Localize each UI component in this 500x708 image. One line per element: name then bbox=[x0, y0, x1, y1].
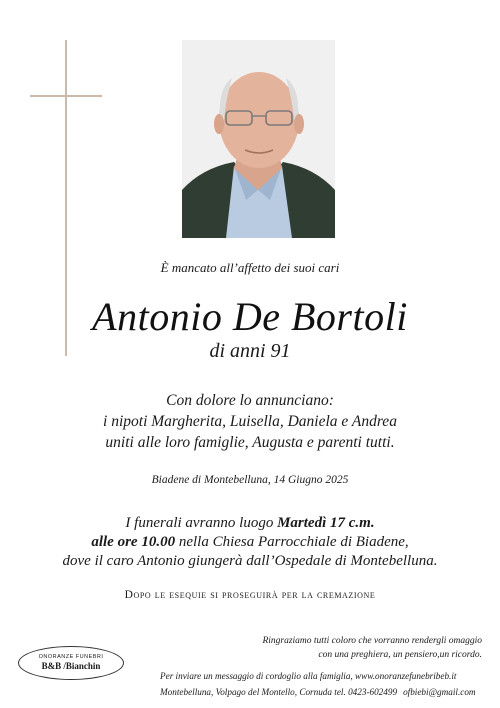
cremation-note: Dopo le esequie si proseguirà per la cremazione bbox=[124, 589, 376, 601]
thanks-line: con una preghiera, un pensiero,un ricordo. bbox=[318, 650, 482, 660]
condolence-website-line: Per inviare un messaggio di cordoglio alla famiglia, www.onoranzefunebribeb.it bbox=[160, 671, 457, 681]
logo-subtitle: ONORANZE FUNEBRI bbox=[38, 654, 104, 660]
announcement-line: uniti alle loro famiglie, Augusta e parenti tutti. bbox=[105, 434, 395, 451]
cross-horizontal-bar bbox=[30, 95, 102, 97]
intro-text: È mancato all’affetto dei suoi cari bbox=[160, 260, 340, 275]
address-line bbox=[160, 684, 476, 700]
announcement-block bbox=[0, 390, 500, 453]
deceased-age: di anni 91 bbox=[209, 340, 291, 362]
thanks-note bbox=[262, 634, 482, 662]
announcement-line: i nipoti Margherita, Luisella, Daniela e Andrea bbox=[103, 413, 397, 430]
place-date: Biadene di Montebelluna, 14 Giugno 2025 bbox=[151, 474, 349, 486]
contact-info bbox=[160, 668, 476, 700]
funeral-time: alle ore 10.00 bbox=[91, 534, 176, 550]
funeral-line bbox=[0, 514, 500, 533]
thanks-line: Ringraziamo tutti coloro che vorranno rendergli omaggio bbox=[262, 636, 482, 646]
portrait-photo bbox=[182, 40, 335, 238]
address-phone: Montebelluna, Volpago del Montello, Cornuda tel. 0423-602499 bbox=[160, 687, 398, 697]
funeral-line: dove il caro Antonio giungerà dall’Ospedale di Montebelluna. bbox=[62, 553, 438, 569]
email-address: ofbiebi@gmail.com bbox=[403, 687, 476, 697]
funeral-line-text: nella Chiesa Parrocchiale di Biadene, bbox=[175, 534, 409, 550]
funeral-details bbox=[0, 514, 500, 571]
logo-name: B&B /Bianchin bbox=[41, 661, 101, 671]
announcement-line: Con dolore lo annunciano: bbox=[166, 392, 334, 409]
funeral-home-logo bbox=[18, 646, 124, 680]
funeral-line-text: I funerali avranno luogo bbox=[125, 515, 278, 531]
funeral-day: Martedì 17 c.m. bbox=[277, 515, 375, 531]
deceased-name: Antonio De Bortoli bbox=[92, 294, 408, 339]
funeral-line bbox=[0, 533, 500, 552]
